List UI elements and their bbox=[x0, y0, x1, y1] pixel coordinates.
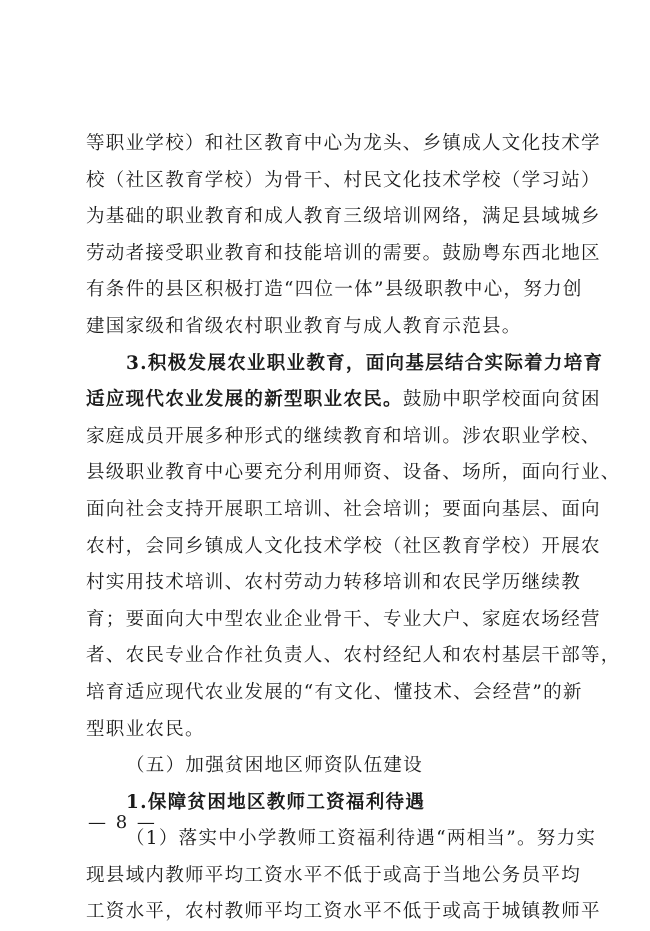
section-3-heading-bold: 适应现代农业发展的新型职业农民。 bbox=[86, 389, 403, 411]
text-line: 农村，会同乡镇成人文化技术学校（社区教育学校）开展农 bbox=[86, 535, 601, 557]
text-line: 为基础的职业教育和成人教育三级培训网络，满足县域城乡 bbox=[86, 206, 601, 228]
text-line: 者、农民专业合作社负责人、农村经纪人和农村基层干部等， bbox=[86, 645, 621, 667]
text-line: 工资水平，农村教师平均工资水平不低于或高于城镇教师平 bbox=[86, 901, 601, 923]
page-number: — 8 — bbox=[88, 812, 157, 833]
text-line: 劳动者接受职业教育和技能培训的需要。鼓励粤东西北地区 bbox=[86, 242, 601, 264]
text-line: 面向社会支持开展职工培训、社会培训；要面向基层、面向 bbox=[86, 498, 601, 520]
text-line: 育；要面向大中型农业企业骨干、专业大户、家庭农场经营 bbox=[86, 608, 601, 630]
text-line: 型职业农民。 bbox=[86, 718, 205, 740]
subsection-1-heading: 1.保障贫困地区教师工资福利待遇 bbox=[126, 791, 426, 813]
text-line: 家庭成员开展多种形式的继续教育和培训。涉农职业学校、 bbox=[86, 425, 601, 447]
section-3-heading: 3.积极发展农业职业教育，面向基层结合实际着力培育 bbox=[126, 352, 604, 374]
section-3-text: 鼓励中职学校面向贫困 bbox=[402, 389, 601, 411]
text-line: 村实用技术培训、农村劳动力转移培训和农民学历继续教 bbox=[86, 572, 582, 594]
section-5-heading: （五）加强贫困地区师资队伍建设 bbox=[126, 755, 424, 777]
text-line: 校（社区教育学校）为骨干、村民文化技术学校（学习站） bbox=[86, 169, 601, 191]
text-line: 县级职业教育中心要充分利用师资、设备、场所，面向行业、 bbox=[86, 462, 621, 484]
text-line: 现县域内教师平均工资水平不低于或高于当地公务员平均 bbox=[86, 864, 582, 886]
text-line: 有条件的县区积极打造“四位一体”县级职教中心，努力创 bbox=[86, 279, 583, 301]
text-line: 建国家级和省级农村职业教育与成人教育示范县。 bbox=[86, 315, 522, 337]
text-line: 培育适应现代农业发展的“有文化、懂技术、会经营”的新 bbox=[86, 681, 583, 703]
text-line: 等职业学校）和社区教育中心为龙头、乡镇成人文化技术学 bbox=[86, 133, 601, 154]
document-body bbox=[86, 126, 621, 931]
text-line: （1）落实中小学教师工资福利待遇“两相当”。努力实 bbox=[126, 828, 597, 850]
section-3-heading-continued bbox=[86, 382, 601, 419]
